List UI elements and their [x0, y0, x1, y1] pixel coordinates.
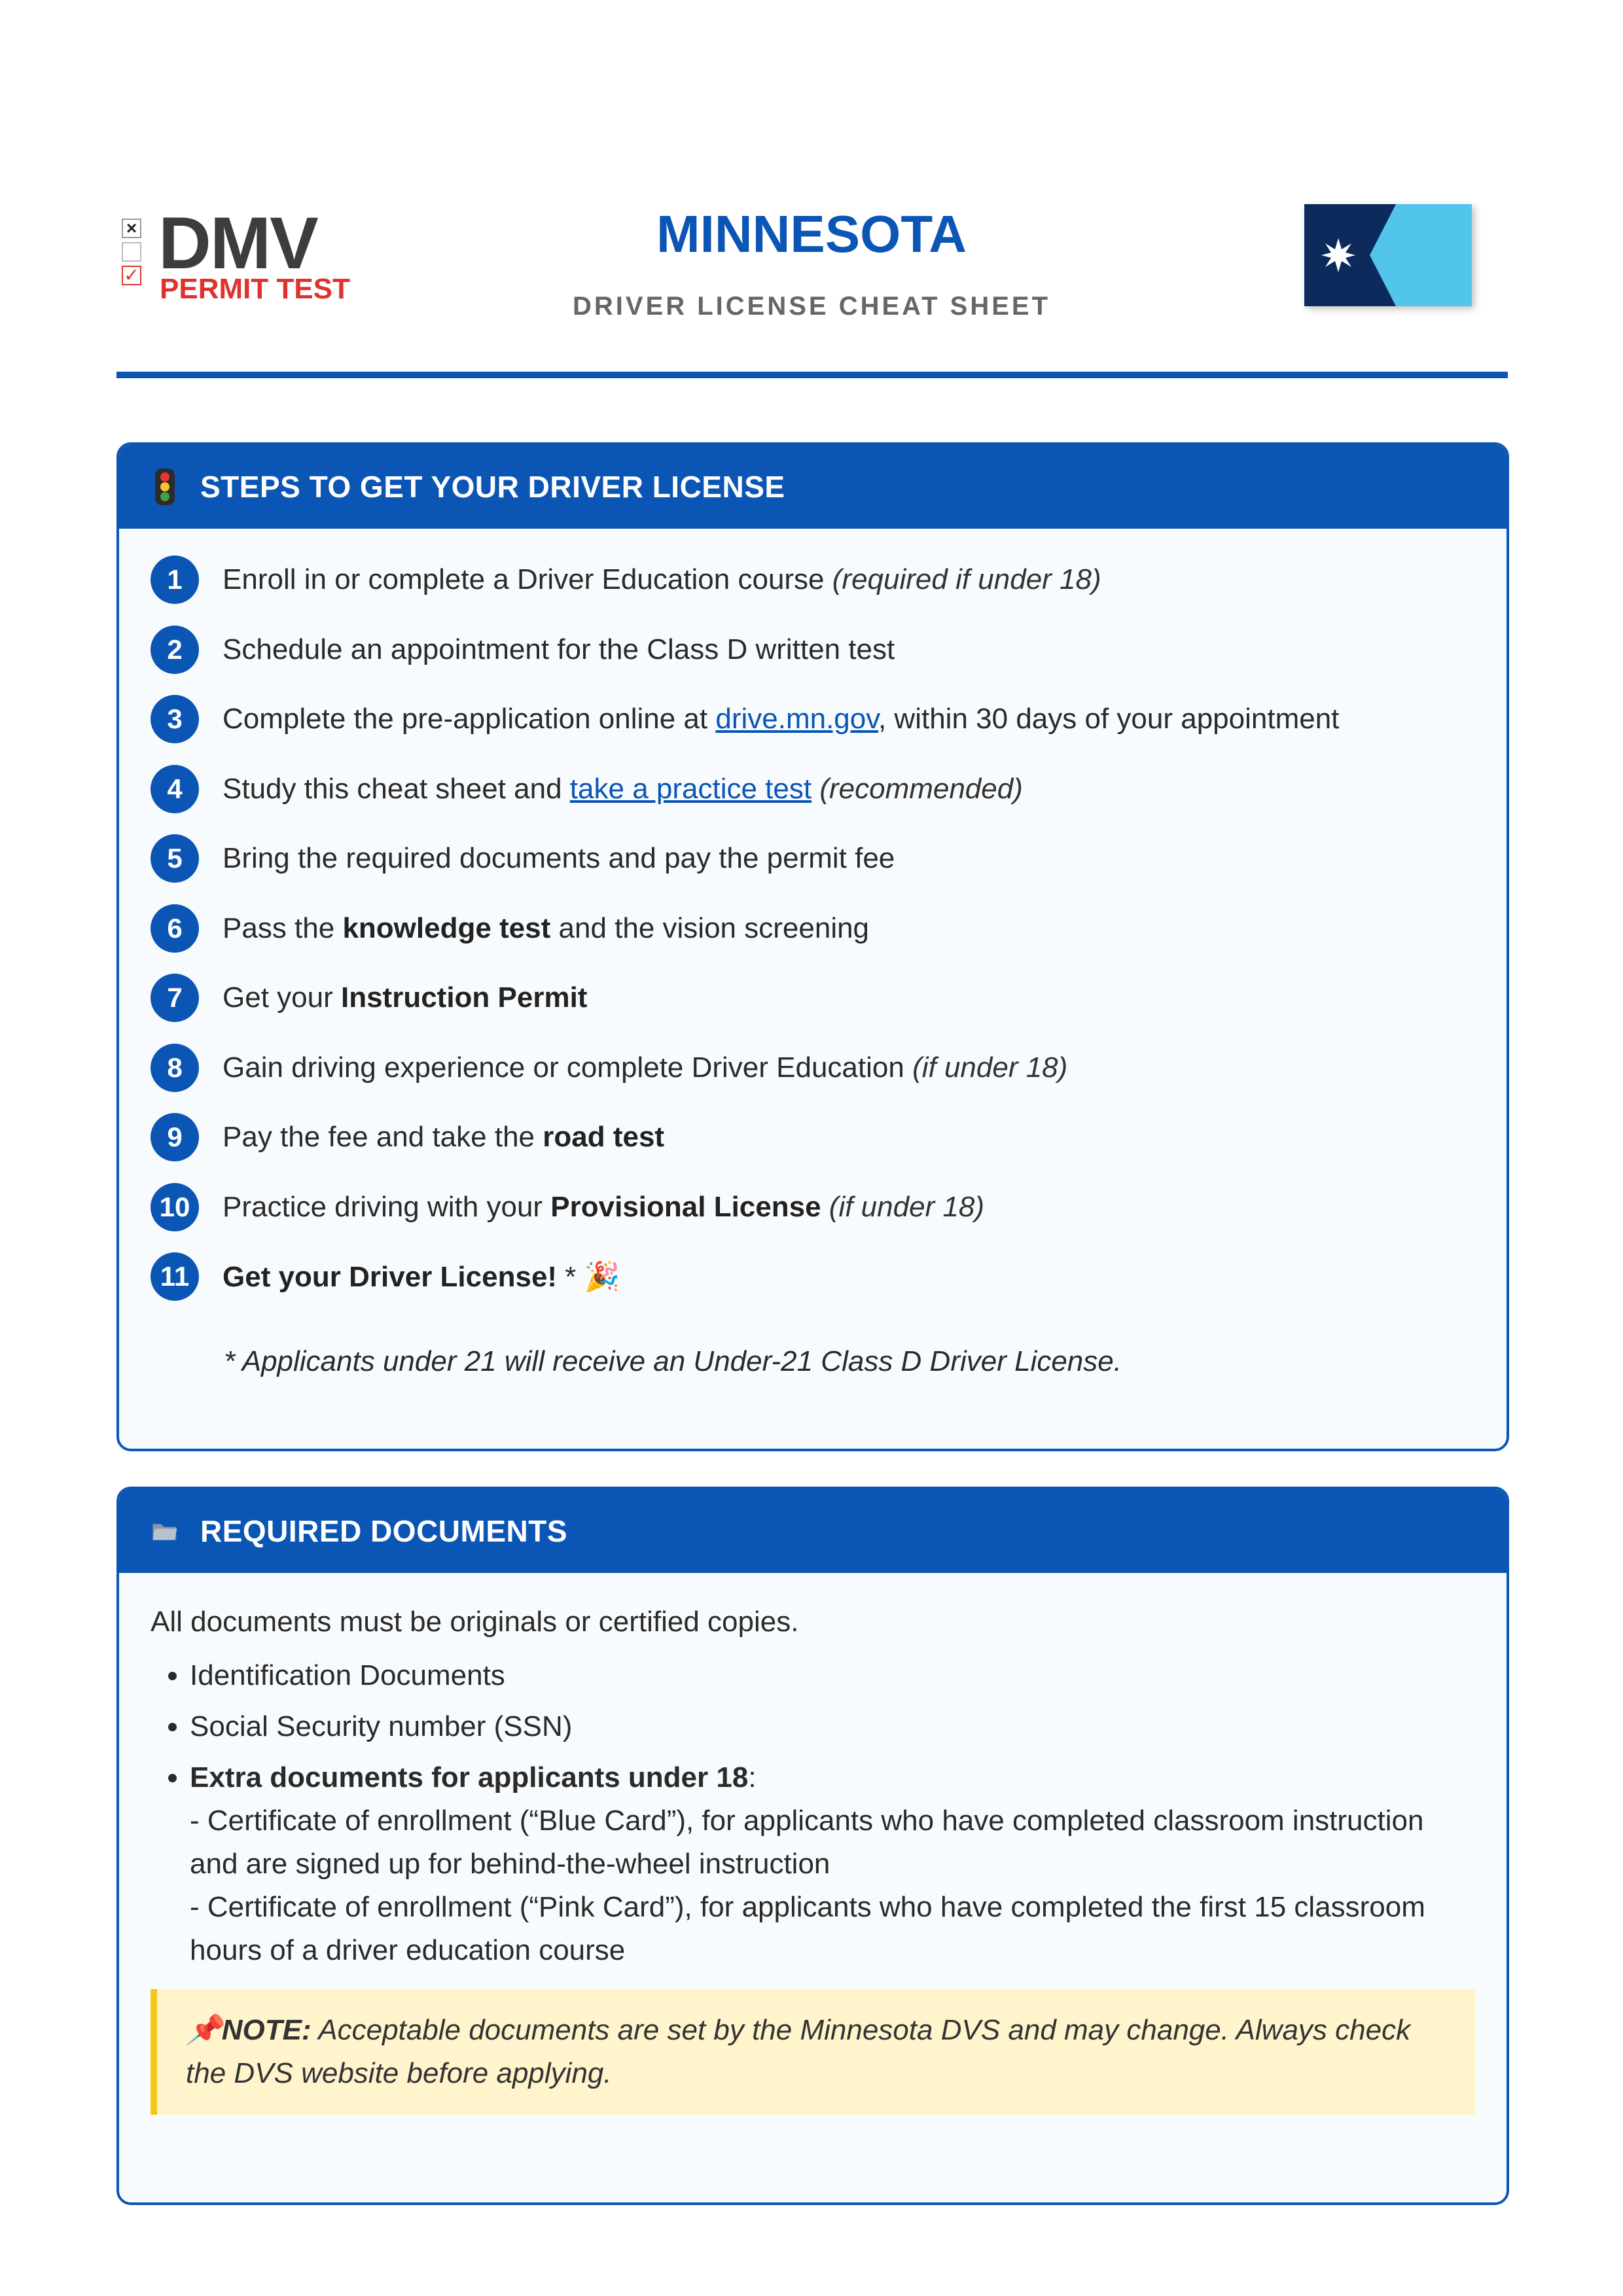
step-text-part: Gain driving experience or complete Driver Education: [223, 1051, 913, 1084]
note-label: 📌NOTE:: [186, 2014, 312, 2046]
documents-body: [119, 1573, 1507, 2115]
step-text: [223, 773, 1023, 805]
page-subtitle: DRIVER LICENSE CHEAT SHEET: [573, 292, 1050, 321]
minnesota-flag-icon: [1304, 204, 1472, 306]
note-callout: [151, 1989, 1475, 2115]
step-text: [223, 981, 587, 1014]
page-title: MINNESOTA: [656, 205, 967, 263]
step-text: [223, 703, 1339, 735]
step-text: [223, 1191, 984, 1224]
step-1: [151, 554, 1101, 606]
step-text: [223, 1260, 620, 1294]
step-7: [151, 972, 587, 1024]
extra-documents-colon: :: [748, 1761, 757, 1793]
step-text-bold: Get your Driver License!: [223, 1261, 558, 1293]
step-text-part: and the vision screening: [550, 911, 870, 944]
step-number-badge: 7: [151, 974, 199, 1022]
step-6: [151, 902, 869, 955]
step-number-badge: 5: [151, 834, 199, 883]
documents-list: [151, 1654, 1475, 1972]
logo-mark: DMV: [158, 202, 317, 284]
step-text: [223, 912, 869, 945]
step-text-part: Pass the: [223, 911, 343, 944]
step-text-part: * 🎉: [557, 1261, 620, 1293]
x-icon: ×: [122, 219, 141, 238]
step-4: [151, 763, 1023, 815]
extra-documents-label: Extra documents for applicants under 18: [190, 1761, 749, 1793]
step-text-part: Complete the pre-application online at: [223, 703, 716, 735]
step-text-bold: Instruction Permit: [340, 981, 588, 1014]
step-text: [223, 842, 895, 875]
step-text-italic: (recommended): [812, 772, 1023, 805]
step-text-italic: (if under 18): [821, 1190, 985, 1223]
steps-panel-title: STEPS TO GET YOUR DRIVER LICENSE: [200, 470, 785, 504]
step-9: [151, 1111, 664, 1163]
steps-panel-header: [119, 445, 1507, 529]
step-text-bold: Provisional License: [550, 1190, 821, 1223]
step-text-part: Practice driving with your: [223, 1190, 551, 1223]
check-icon: ✓: [122, 266, 141, 285]
step-number-badge: 2: [151, 626, 199, 674]
documents-panel-header: [119, 1489, 1507, 1573]
step-link[interactable]: take a practice test: [569, 772, 812, 805]
step-text-bold: road test: [543, 1121, 665, 1153]
pink-card-item: - Certificate of enrollment (“Pink Card”), for applicants who have completed the first 15 classroom hours of a driver education course: [190, 1891, 1425, 1966]
step-3: [151, 693, 1339, 745]
step-8: [151, 1042, 1067, 1094]
header-divider: [116, 372, 1508, 378]
step-text: [223, 633, 895, 666]
step-number-badge: 11: [151, 1252, 199, 1301]
steps-footnote: * Applicants under 21 will receive an Under-21 Class D Driver License.: [224, 1345, 1122, 1377]
step-5: [151, 832, 895, 885]
step-text-italic: (if under 18): [912, 1051, 1068, 1084]
step-2: [151, 624, 895, 676]
step-text-bold: knowledge test: [342, 911, 551, 944]
step-number-badge: 10: [151, 1183, 199, 1231]
step-text: [223, 563, 1101, 596]
list-item: • Social Security number (SSN): [190, 1705, 1475, 1748]
traffic-light-icon: [152, 466, 178, 508]
documents-intro: All documents must be originals or certified copies.: [151, 1606, 799, 1638]
step-text: [223, 1121, 664, 1154]
steps-panel: [116, 442, 1509, 1451]
step-text-italic: (required if under 18): [832, 563, 1101, 595]
step-number-badge: 4: [151, 765, 199, 813]
step-number-badge: 6: [151, 904, 199, 953]
step-number-badge: 3: [151, 695, 199, 743]
step-number-badge: 9: [151, 1113, 199, 1161]
step-11: [151, 1250, 620, 1303]
note-text: Acceptable documents are set by the Minnesota DVS and may change. Always check the DVS website before applying.: [186, 2014, 1411, 2089]
step-text-part: Get your: [223, 981, 341, 1014]
folder-icon: [152, 1510, 178, 1552]
list-item-extra: [190, 1756, 1475, 1972]
step-text-part: Bring the required documents and pay the permit fee: [223, 842, 895, 874]
step-text-part: , within 30 days of your appointment: [878, 703, 1340, 735]
step-text-part: Enroll in or complete a Driver Education course: [223, 563, 832, 595]
step-text: [223, 1051, 1067, 1084]
step-10: [151, 1181, 984, 1233]
step-link[interactable]: drive.mn.gov: [715, 703, 878, 735]
step-text-part: Study this cheat sheet and: [223, 772, 570, 805]
step-number-badge: 1: [151, 556, 199, 604]
step-text-part: Schedule an appointment for the Class D written test: [223, 633, 895, 665]
step-text-part: Pay the fee and take the: [223, 1121, 543, 1153]
logo-tagline: PERMIT TEST: [160, 273, 350, 305]
blue-card-item: - Certificate of enrollment (“Blue Card”), for applicants who have completed classroom instruction and are signed up for behind-the-wheel instruction: [190, 1805, 1424, 1880]
step-number-badge: 8: [151, 1044, 199, 1092]
documents-panel: [116, 1487, 1509, 2205]
documents-panel-title: REQUIRED DOCUMENTS: [200, 1514, 568, 1548]
list-item: • Identification Documents: [190, 1654, 1475, 1697]
